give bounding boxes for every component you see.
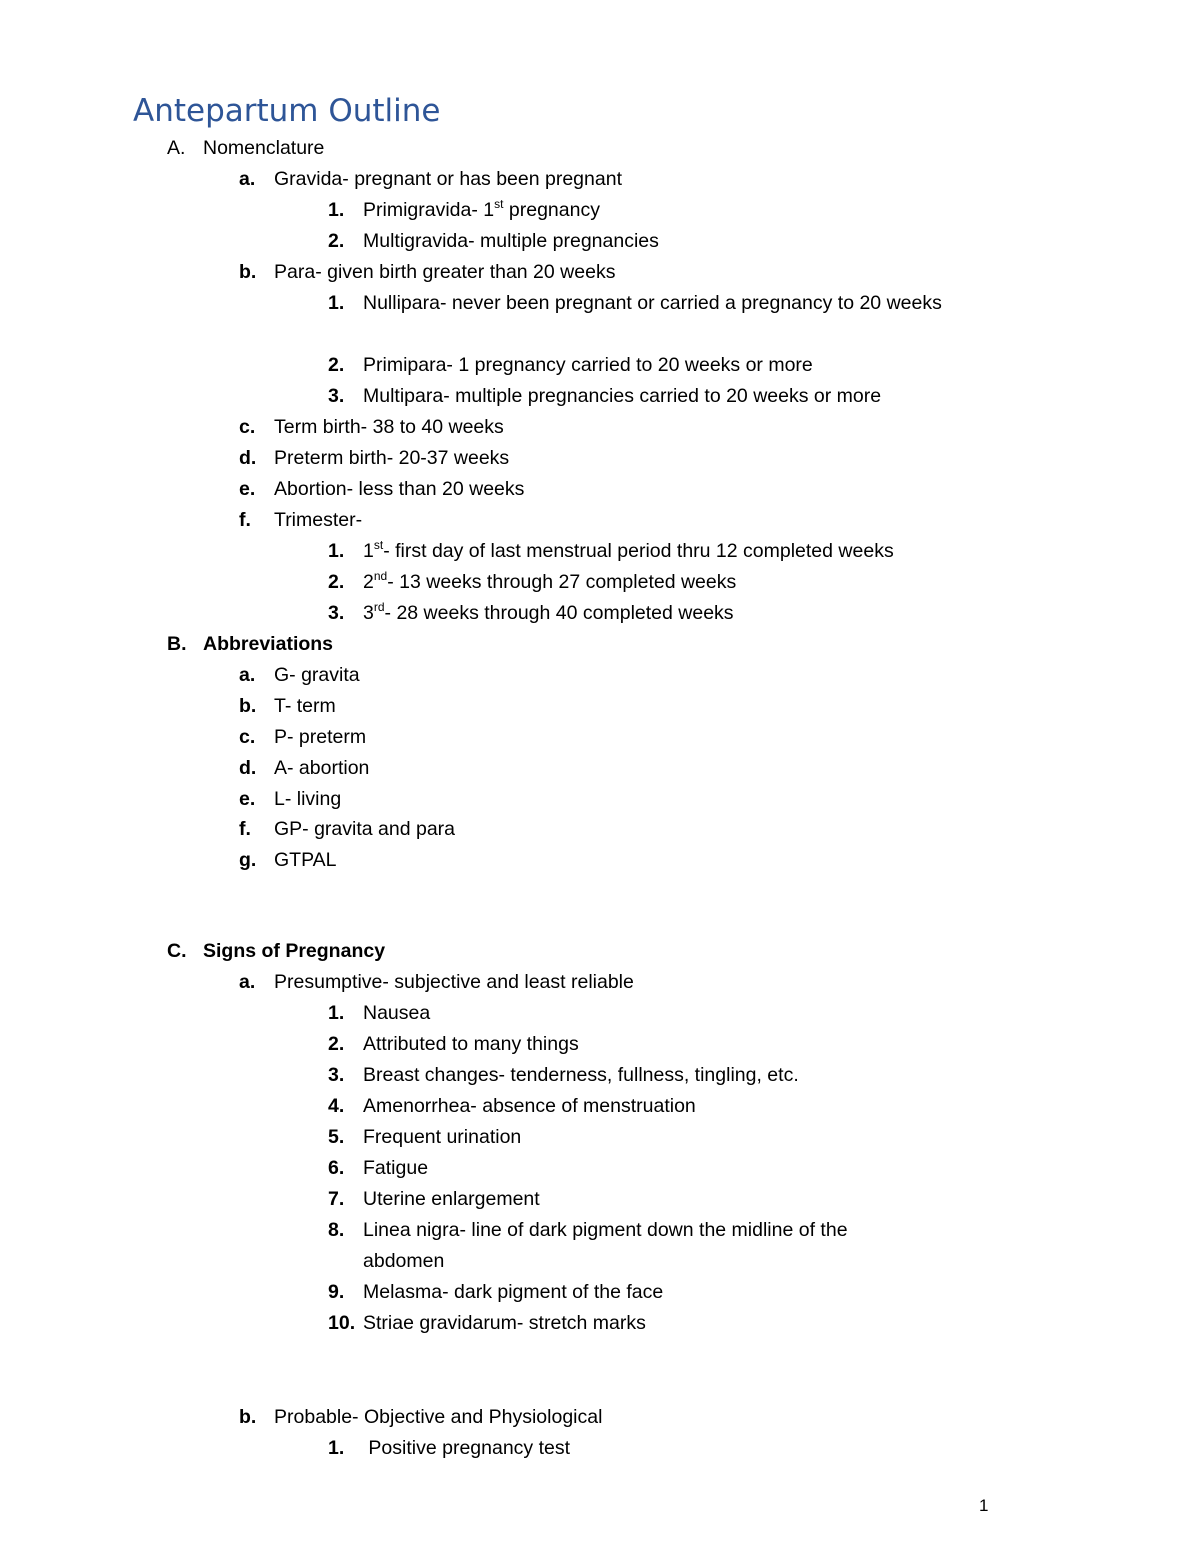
list-marker: 7. <box>328 1188 345 1210</box>
list-item-text: Nausea <box>363 1002 431 1024</box>
document-title: Antepartum Outline <box>133 93 441 129</box>
list-marker: 9. <box>328 1281 345 1303</box>
list-item-text: 3rd- 28 weeks through 40 completed weeks <box>363 599 734 624</box>
list-marker: b. <box>239 261 257 283</box>
list-item-text: Uterine enlargement <box>363 1188 540 1210</box>
list-marker: c. <box>239 416 256 438</box>
list-item-text: A- abortion <box>274 757 370 779</box>
list-item-text: Attributed to many things <box>363 1033 579 1055</box>
list-item-text: GP- gravita and para <box>274 818 456 840</box>
list-marker: 2. <box>328 230 345 252</box>
list-marker: d. <box>239 757 257 779</box>
list-marker: 4. <box>328 1095 345 1117</box>
list-marker: e. <box>239 788 256 810</box>
list-item-text: Breast changes- tenderness, fullness, tingling, etc. <box>363 1064 799 1086</box>
list-marker: b. <box>239 695 257 717</box>
list-item-text: Probable- Objective and Physiological <box>274 1406 603 1428</box>
list-marker: b. <box>239 1406 257 1428</box>
page-number: 1 <box>979 1496 989 1515</box>
list-marker: 3. <box>328 602 345 624</box>
list-marker: c. <box>239 726 256 748</box>
list-marker: 8. <box>328 1219 345 1241</box>
list-marker: f. <box>239 818 251 840</box>
list-marker: 10. <box>328 1312 356 1334</box>
list-item-text: Nullipara- never been pregnant or carried a pregnancy to 20 weeks <box>363 292 942 314</box>
list-item-text: Melasma- dark pigment of the face <box>363 1281 664 1303</box>
list-marker: f. <box>239 509 251 531</box>
list-item-text: Frequent urination <box>363 1126 522 1148</box>
list-marker: a. <box>239 664 256 686</box>
list-marker: 1. <box>328 1437 345 1459</box>
list-marker: 2. <box>328 1033 345 1055</box>
list-marker: 2. <box>328 354 345 376</box>
list-item-text: L- living <box>274 788 342 810</box>
list-marker: B. <box>167 633 187 655</box>
list-item-text: Presumptive- subjective and least reliable <box>274 971 634 993</box>
list-item-text: P- preterm <box>274 726 367 748</box>
list-marker: a. <box>239 168 256 190</box>
list-marker: d. <box>239 447 257 469</box>
section-title: Abbreviations <box>203 633 334 655</box>
list-marker: 1. <box>328 540 345 562</box>
list-marker: 5. <box>328 1126 345 1148</box>
list-marker: 1. <box>328 292 345 314</box>
list-item-text: 2nd- 13 weeks through 27 completed weeks <box>363 568 737 593</box>
list-marker: a. <box>239 971 256 993</box>
list-marker: 3. <box>328 385 345 407</box>
list-item-text: Amenorrhea- absence of menstruation <box>363 1095 696 1117</box>
list-marker: 6. <box>328 1157 345 1179</box>
section-title: Signs of Pregnancy <box>203 940 386 962</box>
list-marker: 1. <box>328 199 345 221</box>
list-item-text: G- gravita <box>274 664 360 686</box>
list-item-text: Term birth- 38 to 40 weeks <box>274 416 504 438</box>
list-item-text: Positive pregnancy test <box>363 1437 571 1459</box>
list-marker: 3. <box>328 1064 345 1086</box>
list-item-text: Preterm birth- 20-37 weeks <box>274 447 510 469</box>
list-item-text: GTPAL <box>274 849 337 871</box>
list-item-text: Para- given birth greater than 20 weeks <box>274 261 616 283</box>
list-item-text: Multipara- multiple pregnancies carried to 20 weeks or more <box>363 385 882 407</box>
list-marker: 1. <box>328 1002 345 1024</box>
list-item-text: Primigravida- 1st pregnancy <box>363 196 600 221</box>
list-item-text: T- term <box>274 695 336 717</box>
list-marker: g. <box>239 849 257 871</box>
list-item-text: Linea nigra- line of dark pigment down the midline of the abdomen <box>363 1219 848 1272</box>
list-item-text: Gravida- pregnant or has been pregnant <box>274 168 622 190</box>
list-marker: 2. <box>328 571 345 593</box>
list-marker: e. <box>239 478 256 500</box>
list-item-text: Striae gravidarum- stretch marks <box>363 1312 646 1334</box>
list-marker: A. <box>167 137 186 159</box>
list-item-text: Primipara- 1 pregnancy carried to 20 weeks or more <box>363 354 813 376</box>
list-item-text: Abortion- less than 20 weeks <box>274 478 525 500</box>
list-item-text: Multigravida- multiple pregnancies <box>363 230 659 252</box>
list-item-text: 1st- first day of last menstrual period thru 12 completed weeks <box>363 537 894 562</box>
list-item-text: Trimester- <box>274 509 363 531</box>
section-title: Nomenclature <box>203 137 325 159</box>
list-marker: C. <box>167 940 187 962</box>
list-item-text: Fatigue <box>363 1157 429 1179</box>
